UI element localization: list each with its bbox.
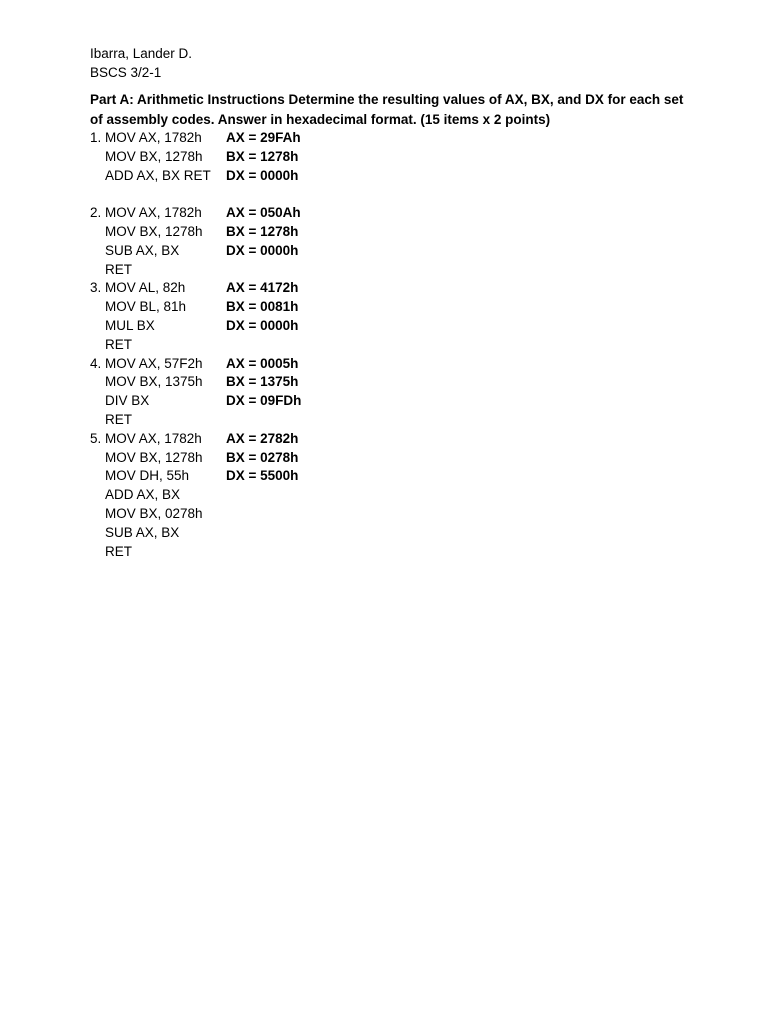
code-line: MOV BX, 1278h	[105, 148, 203, 164]
item-number	[90, 261, 105, 280]
register-answer: DX = 0000h	[226, 167, 299, 183]
part-a-heading: Part A: Arithmetic Instructions Determine the resulting values of AX, BX, and DX for each set of assembly codes. Answer in hexadecimal format. (15 items x 2 points)	[90, 92, 684, 127]
code-line: ADD AX, BX RET	[105, 167, 211, 183]
item-number: 2.	[90, 205, 102, 221]
code-line: MOV AX, 1782h	[105, 430, 202, 446]
question-row	[90, 467, 730, 486]
question-row	[90, 430, 730, 449]
register-answer: BX = 0081h	[226, 299, 299, 315]
question-row	[90, 261, 730, 280]
question-item	[90, 129, 730, 185]
code-line: MOV AL, 82h	[105, 280, 186, 296]
item-number	[90, 148, 105, 167]
item-number	[90, 373, 105, 392]
code-line: SUB AX, BX	[105, 242, 180, 258]
question-item	[90, 355, 730, 430]
spacer	[90, 185, 730, 204]
question-row	[90, 355, 730, 374]
question-row	[90, 298, 730, 317]
item-number	[90, 411, 105, 430]
register-answer: DX = 09FDh	[226, 393, 302, 409]
item-number	[90, 505, 105, 524]
item-number: 1.	[90, 130, 102, 145]
question-row	[90, 392, 730, 411]
item-number: 3.	[90, 280, 102, 296]
item-number	[90, 167, 105, 186]
question-item	[90, 279, 730, 354]
item-number	[90, 242, 105, 261]
register-answer: BX = 1278h	[226, 148, 299, 164]
code-line: MOV BX, 0278h	[105, 505, 203, 521]
register-answer: DX = 0000h	[226, 317, 299, 333]
item-number	[90, 298, 105, 317]
item-number: 5.	[90, 430, 102, 446]
register-answer: BX = 0278h	[226, 449, 299, 465]
item-number	[90, 524, 105, 543]
code-line: DIV BX	[105, 393, 150, 409]
question-item	[90, 430, 730, 562]
register-answer: DX = 5500h	[226, 468, 299, 484]
register-answer: DX = 0000h	[226, 242, 299, 258]
code-line: ADD AX, BX	[105, 487, 181, 503]
code-line: RET	[105, 543, 132, 559]
code-line: MOV BX, 1375h	[105, 374, 203, 390]
student-section: BSCS 3/2-1	[90, 65, 162, 80]
item-number	[90, 449, 105, 468]
question-row	[90, 279, 730, 298]
item-number	[90, 543, 105, 562]
student-name: Ibarra, Lander D.	[90, 46, 193, 61]
item-list	[90, 129, 730, 561]
code-line: MOV BL, 81h	[105, 299, 187, 315]
item-number	[90, 223, 105, 242]
question-row	[90, 242, 730, 261]
code-line: MOV BX, 1278h	[105, 449, 203, 465]
question-row	[90, 505, 730, 524]
item-number	[90, 392, 105, 411]
register-answer: AX = 29FAh	[226, 130, 301, 145]
code-line: MOV BX, 1278h	[105, 223, 203, 239]
code-line: MOV DH, 55h	[105, 468, 190, 484]
code-line: RET	[105, 411, 132, 427]
register-answer: BX = 1278h	[226, 223, 299, 239]
question-row	[90, 129, 730, 148]
question-row	[90, 524, 730, 543]
code-line: SUB AX, BX	[105, 524, 180, 540]
code-line: MOV AX, 57F2h	[105, 355, 203, 371]
question-row	[90, 317, 730, 336]
item-number: 4.	[90, 355, 102, 371]
item-number	[90, 317, 105, 336]
document-content	[90, 44, 730, 561]
question-row	[90, 336, 730, 355]
question-row	[90, 167, 730, 186]
code-line: RET	[105, 261, 132, 277]
question-row	[90, 373, 730, 392]
item-number	[90, 467, 105, 486]
code-line: MUL BX	[105, 317, 155, 333]
question-row	[90, 449, 730, 468]
item-number	[90, 336, 105, 355]
register-answer: AX = 0005h	[226, 355, 299, 371]
register-answer: AX = 050Ah	[226, 205, 301, 221]
question-row	[90, 486, 730, 505]
question-row	[90, 411, 730, 430]
register-answer: AX = 2782h	[226, 430, 299, 446]
item-number	[90, 486, 105, 505]
register-answer: AX = 4172h	[226, 280, 299, 296]
code-line: MOV AX, 1782h	[105, 205, 202, 221]
question-row	[90, 148, 730, 167]
question-item	[90, 204, 730, 279]
question-row	[90, 204, 730, 223]
question-row	[90, 543, 730, 562]
code-line: RET	[105, 336, 132, 352]
code-line: MOV AX, 1782h	[105, 130, 202, 145]
question-row	[90, 223, 730, 242]
register-answer: BX = 1375h	[226, 374, 299, 390]
